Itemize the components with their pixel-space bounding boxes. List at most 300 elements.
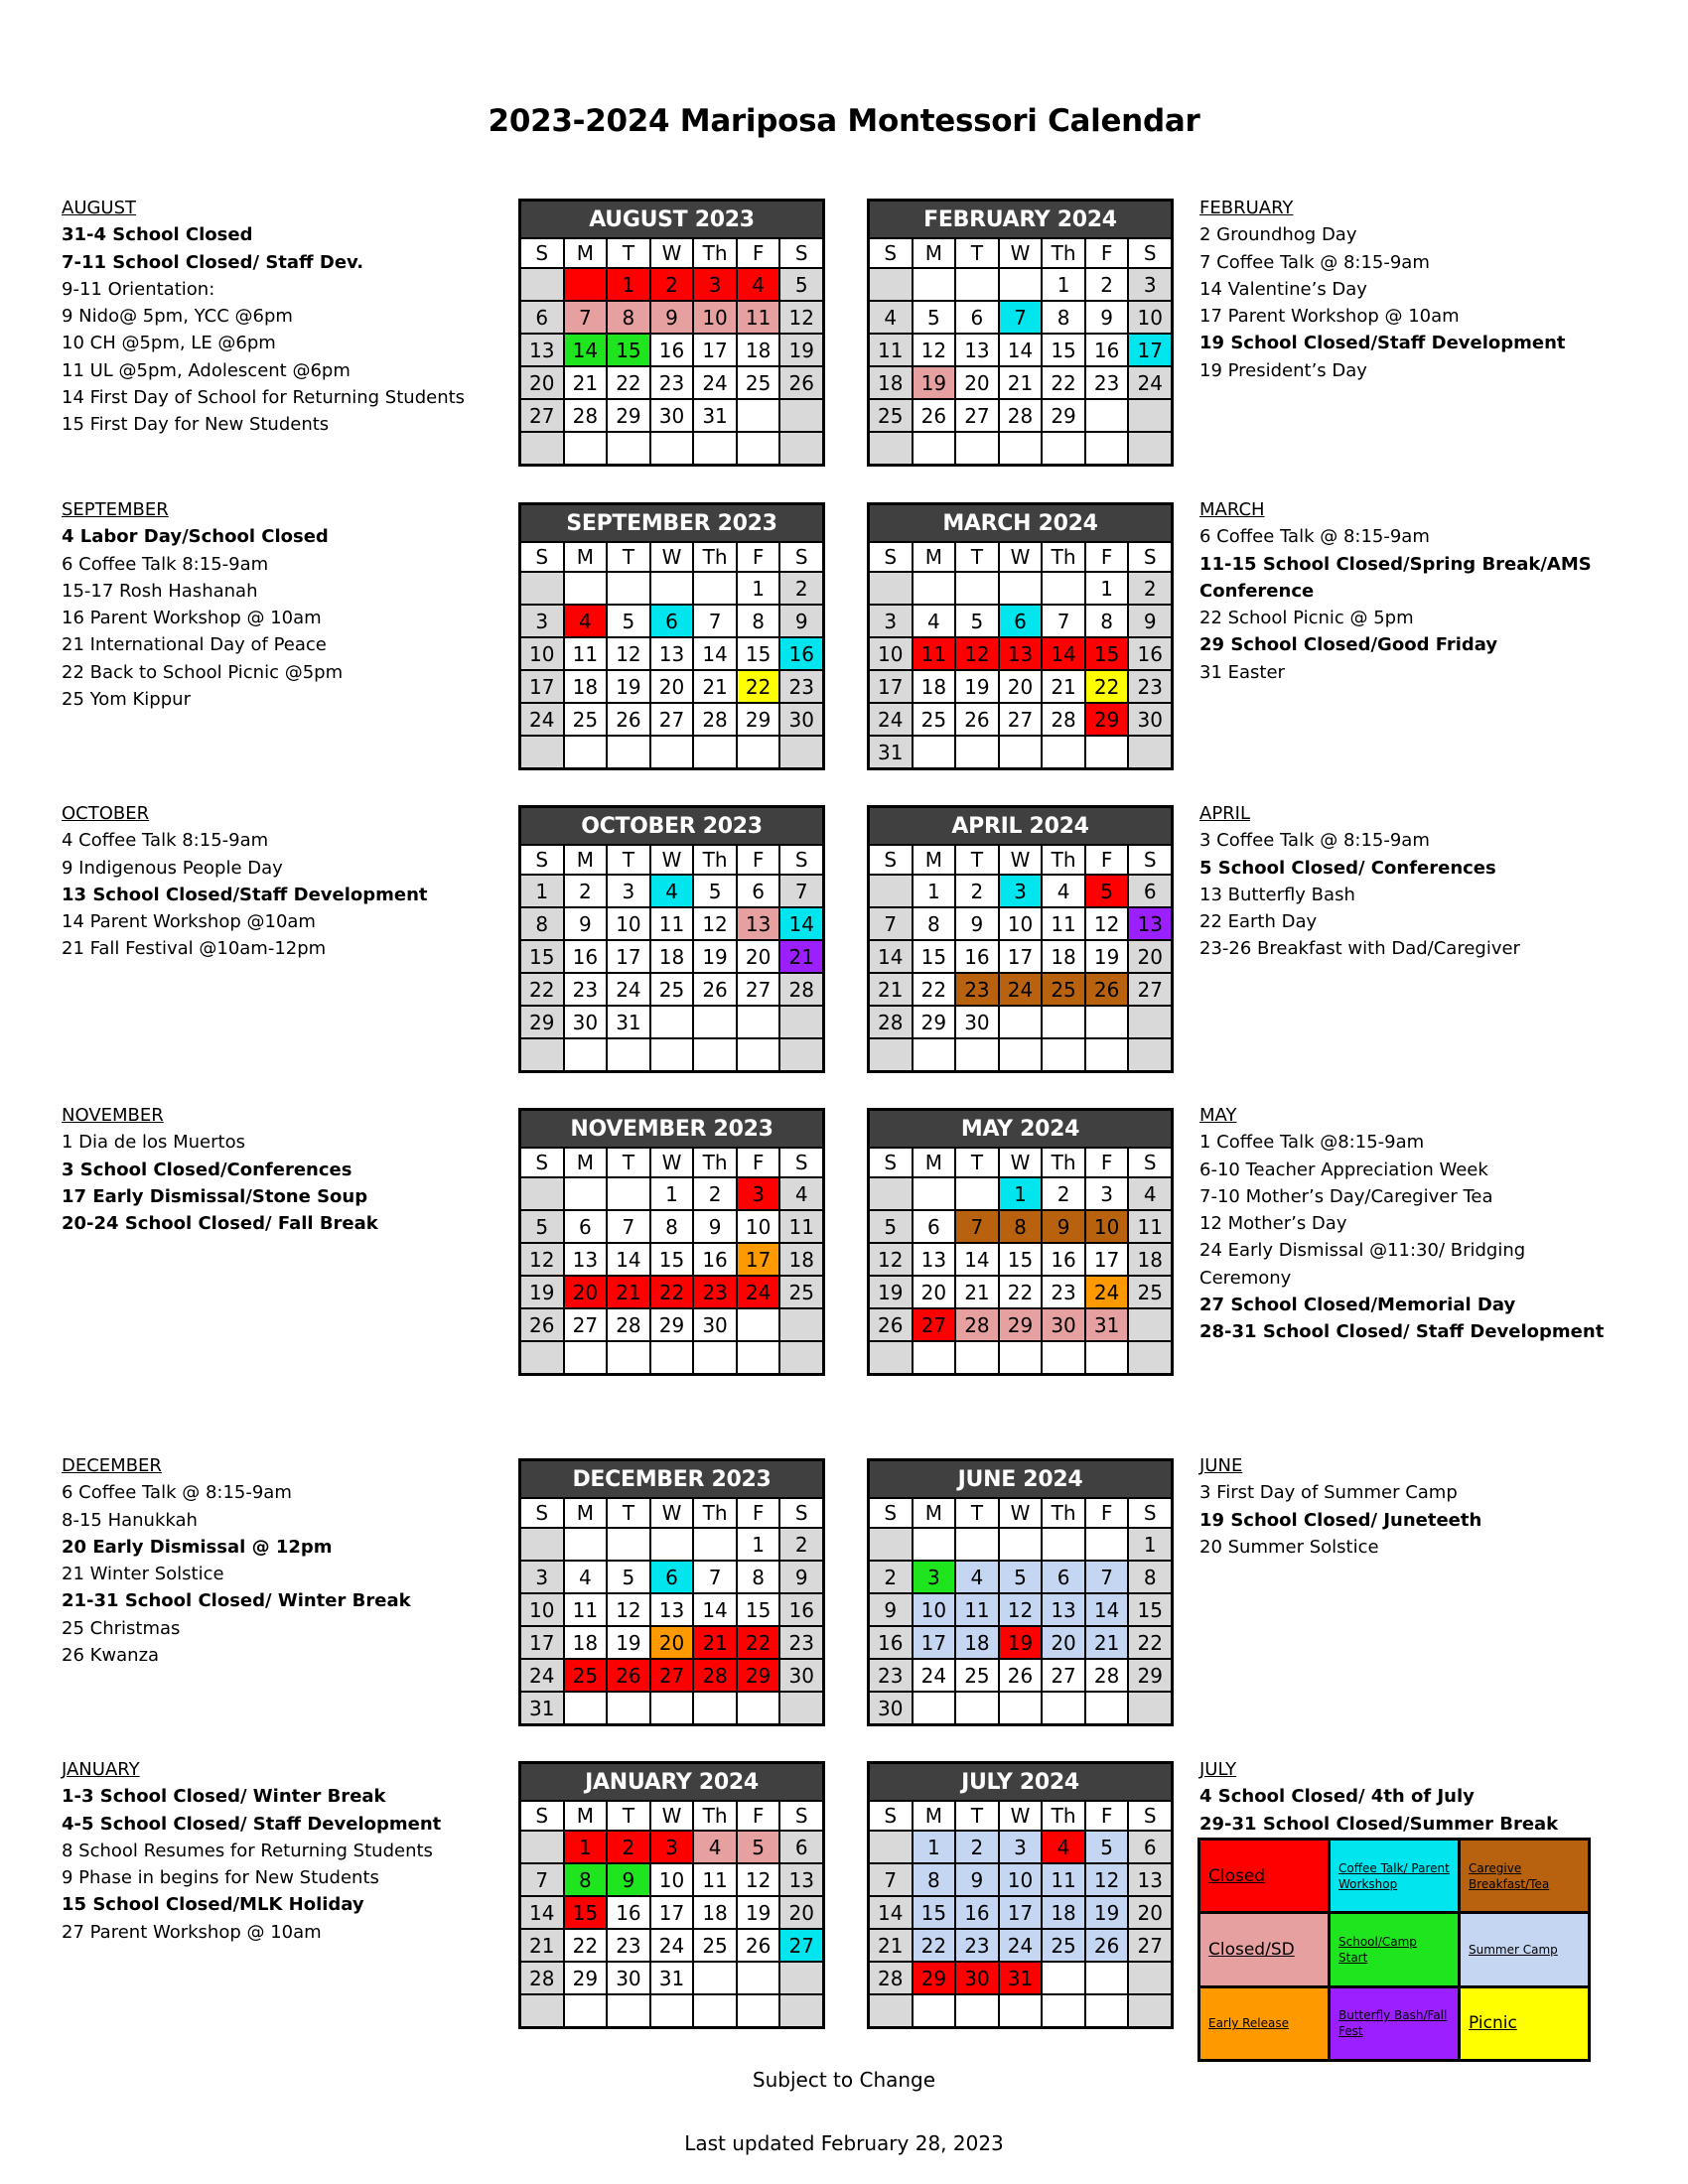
event-item: 19 President’s Day [1199, 359, 1367, 381]
calendar-empty-cell [780, 433, 822, 464]
calendar-day: 12 [1086, 1864, 1128, 1895]
calendar-day: 15 [565, 1897, 607, 1928]
calendar-day: 19 [738, 1897, 779, 1928]
event-item: 6 Coffee Talk @ 8:15-9am [1199, 526, 1430, 548]
calendar-empty-cell [956, 1995, 998, 2026]
weekday-header: Th [1043, 543, 1084, 571]
calendar-empty-cell [521, 1529, 563, 1560]
calendar-month-title: JUNE 2024 [870, 1461, 1171, 1497]
calendar-day: 18 [738, 335, 779, 365]
calendar-day: 25 [956, 1660, 998, 1691]
calendar-day: 27 [651, 1660, 693, 1691]
calendar-day: 28 [521, 1963, 563, 1993]
calendar-day: 15 [1086, 638, 1128, 669]
calendar-empty-cell [1043, 1693, 1084, 1723]
calendar-day: 2 [1086, 269, 1128, 300]
legend-picnic: Picnic [1461, 1988, 1588, 2059]
calendar-empty-cell [1043, 573, 1084, 604]
weekday-header: T [956, 1499, 998, 1527]
calendar-day: 11 [694, 1864, 736, 1895]
event-month-heading: JULY [1199, 1759, 1237, 1780]
calendar-empty-cell [914, 737, 955, 767]
legend-butterfly: Butterfly Bash/Fall Fest [1331, 1988, 1458, 2059]
calendar-day: 23 [870, 1660, 912, 1691]
calendar-day: 4 [870, 302, 912, 333]
calendar-day: 25 [1043, 1930, 1084, 1961]
weekday-header: S [521, 1149, 563, 1176]
legend-closed: Closed [1200, 1841, 1328, 1911]
event-month-heading: MARCH [1199, 499, 1265, 520]
calendar-empty-cell [608, 433, 649, 464]
calendar-day: 4 [738, 269, 779, 300]
calendar-day: 30 [956, 1963, 998, 1993]
event-item: 15-17 Rosh Hashanah [62, 580, 258, 602]
weekday-header: T [956, 239, 998, 267]
calendar-empty-cell [651, 573, 693, 604]
legend-coffee: Coffee Talk/ Parent Workshop [1331, 1841, 1458, 1911]
calendar-day: 8 [1000, 1211, 1042, 1242]
weekday-header: S [521, 846, 563, 874]
calendar-empty-cell [694, 1693, 736, 1723]
last-updated-note: Last updated February 28, 2023 [684, 2131, 1004, 2155]
calendar-day: 19 [914, 367, 955, 398]
calendar-empty-cell [870, 1039, 912, 1070]
calendar-day: 4 [694, 1832, 736, 1862]
calendar-day: 14 [694, 638, 736, 669]
event-item: 31 Easter [1199, 661, 1285, 683]
calendar-day: 10 [1000, 908, 1042, 939]
calendar-day: 31 [608, 1007, 649, 1037]
weekday-header: F [738, 846, 779, 874]
calendar-day: 8 [1129, 1562, 1171, 1592]
event-item: 9 Nido@ 5pm, YCC @6pm [62, 306, 293, 328]
calendar-empty-cell [1043, 1007, 1084, 1037]
events-september [62, 496, 498, 713]
calendar-empty-cell [738, 1309, 779, 1340]
calendar-empty-cell [1129, 1039, 1171, 1070]
event-item: 28-31 School Closed/ Staff Development [1199, 1321, 1605, 1343]
weekday-header: S [780, 1802, 822, 1830]
calendar-day: 8 [521, 908, 563, 939]
weekday-header: S [870, 1802, 912, 1830]
event-item: 22 School Picnic @ 5pm [1199, 608, 1414, 629]
calendar-day: 15 [1000, 1244, 1042, 1275]
calendar-day: 5 [738, 1832, 779, 1862]
calendar-day: 18 [565, 671, 607, 702]
calendar-day: 3 [694, 269, 736, 300]
calendar-day: 5 [914, 302, 955, 333]
calendar-day: 15 [738, 1594, 779, 1625]
calendar-day: 22 [1086, 671, 1128, 702]
calendar-day: 11 [565, 1594, 607, 1625]
calendar-empty-cell [608, 1693, 649, 1723]
calendar-day: 25 [694, 1930, 736, 1961]
calendar-day: 28 [870, 1963, 912, 1993]
weekday-header: S [870, 1499, 912, 1527]
event-item: 16 Parent Workshop @ 10am [62, 608, 322, 629]
calendar-empty-cell [1043, 737, 1084, 767]
weekday-header: F [738, 239, 779, 267]
calendar-day: 29 [1000, 1309, 1042, 1340]
calendar-day: 30 [780, 704, 822, 735]
calendar-day: 30 [956, 1007, 998, 1037]
calendar-day: 20 [1129, 1897, 1171, 1928]
calendar-day: 3 [738, 1178, 779, 1209]
calendar-day: 8 [608, 302, 649, 333]
calendar-day: 7 [870, 908, 912, 939]
calendar-empty-cell [521, 737, 563, 767]
weekday-header: M [914, 1802, 955, 1830]
weekday-header: S [1129, 239, 1171, 267]
calendar-day: 16 [956, 1897, 998, 1928]
calendar-empty-cell [1086, 1995, 1128, 2026]
calendar-empty-cell [1000, 269, 1042, 300]
calendar-day: 27 [738, 974, 779, 1005]
calendar-empty-cell [651, 737, 693, 767]
calendar-day: 9 [651, 302, 693, 333]
calendar-empty-cell [521, 269, 563, 300]
calendar-empty-cell [780, 1963, 822, 1993]
calendar-day: 29 [521, 1007, 563, 1037]
calendar-empty-cell [1043, 433, 1084, 464]
calendar-empty-cell [565, 1342, 607, 1373]
calendar-day: 20 [780, 1897, 822, 1928]
calendar-day: 10 [521, 638, 563, 669]
calendar-day: 16 [1086, 335, 1128, 365]
calendar-day: 6 [780, 1832, 822, 1862]
weekday-header: S [870, 846, 912, 874]
calendar-day: 18 [956, 1627, 998, 1658]
calendar-month-title: AUGUST 2023 [521, 202, 822, 237]
event-item: 5 School Closed/ Conferences [1199, 857, 1496, 879]
calendar-day: 14 [1000, 335, 1042, 365]
event-item: 7 Coffee Talk @ 8:15-9am [1199, 251, 1430, 273]
weekday-header: T [956, 1149, 998, 1176]
calendar-empty-cell [1000, 573, 1042, 604]
event-item: 17 Early Dismissal/Stone Soup [62, 1185, 368, 1207]
calendar-day: 24 [521, 704, 563, 735]
calendar-day: 29 [1043, 400, 1084, 431]
weekday-header: W [1000, 239, 1042, 267]
calendar-day: 31 [870, 737, 912, 767]
calendar-day: 8 [914, 908, 955, 939]
calendar-empty-cell [738, 433, 779, 464]
calendar-day: 25 [1043, 974, 1084, 1005]
calendar-day: 20 [738, 941, 779, 972]
calendar-empty-cell [956, 1693, 998, 1723]
calendar-day: 24 [521, 1660, 563, 1691]
calendar-day: 25 [738, 367, 779, 398]
calendar-day: 6 [651, 606, 693, 636]
calendar-day: 14 [870, 941, 912, 972]
calendar-empty-cell [738, 1963, 779, 1993]
calendar-day: 12 [914, 335, 955, 365]
calendar-empty-cell [521, 1995, 563, 2026]
calendar-day: 29 [738, 704, 779, 735]
calendar-empty-cell [1129, 1693, 1171, 1723]
calendar-empty-cell [738, 400, 779, 431]
calendar-day: 29 [1086, 704, 1128, 735]
calendar-month-title: FEBRUARY 2024 [870, 202, 1171, 237]
page-title: 2023-2024 Mariposa Montessori Calendar [488, 103, 1200, 139]
calendar-day: 9 [780, 606, 822, 636]
calendar-empty-cell [870, 1529, 912, 1560]
calendar-day: 4 [565, 1562, 607, 1592]
calendar-day: 15 [1129, 1594, 1171, 1625]
calendar-day: 6 [1043, 1562, 1084, 1592]
legend-early: Early Release [1200, 1988, 1328, 2059]
calendar-day: 7 [1043, 606, 1084, 636]
calendar-day: 18 [1129, 1244, 1171, 1275]
calendar-april-2024 [867, 805, 1174, 1073]
calendar-empty-cell [914, 1995, 955, 2026]
calendar-empty-cell [1129, 1963, 1171, 1993]
calendar-day: 21 [521, 1930, 563, 1961]
weekday-header: Th [694, 1499, 736, 1527]
calendar-may-2024 [867, 1108, 1174, 1376]
calendar-day: 13 [521, 335, 563, 365]
event-item: 13 School Closed/Staff Development [62, 884, 428, 905]
calendar-day: 29 [914, 1007, 955, 1037]
calendar-day: 3 [1129, 269, 1171, 300]
calendar-day: 20 [1000, 671, 1042, 702]
calendar-empty-cell [870, 1342, 912, 1373]
weekday-header: F [1086, 1499, 1128, 1527]
event-item: 3 Coffee Talk @ 8:15-9am [1199, 830, 1430, 852]
weekday-header: Th [694, 1149, 736, 1176]
calendar-day: 24 [694, 367, 736, 398]
event-item: 6-10 Teacher Appreciation Week [1199, 1159, 1488, 1180]
event-item: 12 Mother’s Day [1199, 1213, 1347, 1235]
calendar-day: 7 [521, 1864, 563, 1895]
calendar-empty-cell [914, 269, 955, 300]
calendar-day: 15 [914, 941, 955, 972]
calendar-empty-cell [956, 1178, 998, 1209]
calendar-day: 17 [521, 1627, 563, 1658]
calendar-day: 31 [1086, 1309, 1128, 1340]
calendar-empty-cell [738, 1007, 779, 1037]
calendar-empty-cell [651, 433, 693, 464]
calendar-day: 21 [694, 671, 736, 702]
calendar-day: 22 [1000, 1277, 1042, 1307]
calendar-march-2024 [867, 502, 1174, 770]
calendar-empty-cell [780, 1039, 822, 1070]
calendar-empty-cell [956, 1342, 998, 1373]
weekday-header: S [521, 239, 563, 267]
weekday-header: F [1086, 846, 1128, 874]
calendar-day: 6 [1000, 606, 1042, 636]
calendar-day: 26 [608, 1660, 649, 1691]
calendar-empty-cell [608, 737, 649, 767]
calendar-day: 2 [1043, 1178, 1084, 1209]
calendar-day: 19 [1086, 941, 1128, 972]
event-item: 21-31 School Closed/ Winter Break [62, 1590, 411, 1612]
calendar-empty-cell [565, 1529, 607, 1560]
calendar-empty-cell [1129, 1342, 1171, 1373]
calendar-day: 17 [694, 335, 736, 365]
calendar-day: 18 [780, 1244, 822, 1275]
calendar-day-grid [521, 844, 822, 1070]
calendar-empty-cell [870, 433, 912, 464]
calendar-empty-cell [1086, 1007, 1128, 1037]
weekday-header: M [565, 543, 607, 571]
calendar-month-title: MARCH 2024 [870, 505, 1171, 541]
calendar-day-grid [521, 1147, 822, 1373]
calendar-empty-cell [780, 1309, 822, 1340]
events-august [62, 195, 498, 439]
weekday-header: T [608, 1149, 649, 1176]
calendar-day: 27 [1043, 1660, 1084, 1691]
events-january [62, 1756, 498, 1946]
calendar-empty-cell [608, 1039, 649, 1070]
calendar-empty-cell [956, 1529, 998, 1560]
calendar-day: 7 [1086, 1562, 1128, 1592]
events-november [62, 1102, 498, 1237]
calendar-day: 22 [565, 1930, 607, 1961]
calendar-day: 29 [914, 1963, 955, 1993]
calendar-day: 5 [870, 1211, 912, 1242]
event-item: 6 Coffee Talk @ 8:15-9am [62, 1482, 292, 1504]
event-month-heading: OCTOBER [62, 803, 150, 824]
event-item: 4 School Closed/ 4th of July [1199, 1786, 1475, 1808]
calendar-day: 3 [608, 876, 649, 906]
calendar-day: 11 [1043, 1864, 1084, 1895]
event-item: 25 Yom Kippur [62, 689, 191, 711]
event-month-heading: FEBRUARY [1199, 198, 1294, 218]
calendar-day: 17 [1129, 335, 1171, 365]
calendar-day: 17 [870, 671, 912, 702]
event-item: 22 Earth Day [1199, 911, 1318, 933]
event-item: 4-5 School Closed/ Staff Development [62, 1813, 442, 1835]
calendar-empty-cell [1086, 1963, 1128, 1993]
calendar-empty-cell [1086, 1693, 1128, 1723]
calendar-day: 23 [956, 974, 998, 1005]
legend-closedsd: Closed/SD [1200, 1914, 1328, 1984]
calendar-day: 22 [1043, 367, 1084, 398]
calendar-empty-cell [521, 1039, 563, 1070]
calendar-day: 4 [651, 876, 693, 906]
calendar-day: 23 [651, 367, 693, 398]
calendar-day: 16 [780, 1594, 822, 1625]
event-item: 27 Parent Workshop @ 10am [62, 1921, 322, 1943]
calendar-day: 2 [565, 876, 607, 906]
calendar-empty-cell [1000, 1039, 1042, 1070]
calendar-day: 14 [1086, 1594, 1128, 1625]
weekday-header: W [1000, 846, 1042, 874]
event-item: 23-26 Breakfast with Dad/Caregiver [1199, 938, 1520, 960]
calendar-day: 25 [914, 704, 955, 735]
calendar-day: 16 [565, 941, 607, 972]
weekday-header: S [1129, 1499, 1171, 1527]
calendar-day-grid [870, 1147, 1171, 1373]
calendar-day: 24 [870, 704, 912, 735]
calendar-day: 20 [651, 671, 693, 702]
event-item: 20 Early Dismissal @ 12pm [62, 1536, 333, 1558]
weekday-header: S [521, 1802, 563, 1830]
calendar-empty-cell [956, 573, 998, 604]
calendar-empty-cell [1043, 1342, 1084, 1373]
event-item: 20 Summer Solstice [1199, 1536, 1379, 1558]
calendar-day: 5 [1086, 1832, 1128, 1862]
calendar-day: 17 [1086, 1244, 1128, 1275]
calendar-empty-cell [780, 1995, 822, 2026]
calendar-empty-cell [780, 1693, 822, 1723]
calendar-day: 14 [608, 1244, 649, 1275]
calendar-day: 13 [1000, 638, 1042, 669]
calendar-day: 9 [608, 1864, 649, 1895]
calendar-day: 11 [956, 1594, 998, 1625]
weekday-header: S [521, 1499, 563, 1527]
calendar-day: 2 [608, 1832, 649, 1862]
calendar-empty-cell [521, 1342, 563, 1373]
calendar-empty-cell [956, 1039, 998, 1070]
weekday-header: Th [694, 543, 736, 571]
calendar-empty-cell [651, 1529, 693, 1560]
weekday-header: S [870, 1149, 912, 1176]
calendar-day: 8 [914, 1864, 955, 1895]
calendar-day: 22 [914, 974, 955, 1005]
calendar-day: 15 [651, 1244, 693, 1275]
calendar-day: 13 [651, 1594, 693, 1625]
calendar-day: 1 [521, 876, 563, 906]
calendar-empty-cell [914, 433, 955, 464]
calendar-empty-cell [1086, 1039, 1128, 1070]
calendar-empty-cell [608, 1178, 649, 1209]
calendar-empty-cell [694, 1007, 736, 1037]
event-item: 25 Christmas [62, 1617, 181, 1639]
calendar-day: 1 [1129, 1529, 1171, 1560]
calendar-empty-cell [565, 573, 607, 604]
calendar-empty-cell [780, 1342, 822, 1373]
event-month-heading: SEPTEMBER [62, 499, 169, 520]
weekday-header: F [738, 1802, 779, 1830]
calendar-day: 31 [651, 1963, 693, 1993]
calendar-day: 26 [521, 1309, 563, 1340]
event-item: 1 Coffee Talk @8:15-9am [1199, 1132, 1425, 1154]
event-item: 27 School Closed/Memorial Day [1199, 1295, 1516, 1316]
event-item: 7-11 School Closed/ Staff Dev. [62, 251, 364, 273]
weekday-header: M [914, 1499, 955, 1527]
event-item: 15 First Day for New Students [62, 414, 330, 436]
calendar-day: 24 [914, 1660, 955, 1691]
calendar-day: 2 [956, 876, 998, 906]
calendar-empty-cell [1086, 1529, 1128, 1560]
calendar-empty-cell [521, 573, 563, 604]
calendar-day: 11 [1043, 908, 1084, 939]
weekday-header: W [651, 543, 693, 571]
calendar-day: 27 [521, 400, 563, 431]
calendar-empty-cell [608, 1995, 649, 2026]
calendar-day: 6 [1129, 876, 1171, 906]
weekday-header: T [956, 543, 998, 571]
event-item: 9-11 Orientation: [62, 278, 215, 300]
calendar-day: 1 [1000, 1178, 1042, 1209]
calendar-empty-cell [1129, 1309, 1171, 1340]
weekday-header: F [738, 1499, 779, 1527]
weekday-header: W [1000, 1802, 1042, 1830]
calendar-day: 14 [780, 908, 822, 939]
calendar-day: 26 [914, 400, 955, 431]
calendar-empty-cell [1043, 1529, 1084, 1560]
calendar-day: 6 [1129, 1832, 1171, 1862]
calendar-day: 20 [1043, 1627, 1084, 1658]
weekday-header: S [1129, 846, 1171, 874]
calendar-day: 2 [780, 1529, 822, 1560]
calendar-empty-cell [1129, 737, 1171, 767]
calendar-day: 4 [1129, 1178, 1171, 1209]
calendar-november-2023 [518, 1108, 825, 1376]
calendar-empty-cell [1000, 1007, 1042, 1037]
